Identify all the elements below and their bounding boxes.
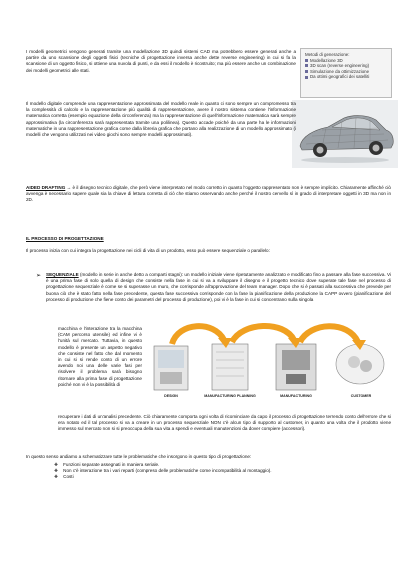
aided-drafting-label: AIDED DRAFTING xyxy=(26,185,66,190)
flow-arrow-3 xyxy=(300,326,358,342)
list-item: ❖ Funzioni separate assegnati in maniera seriale. xyxy=(54,462,160,467)
method-item: 3D scan (reverse engineering) xyxy=(305,63,387,69)
manufacturing-shape xyxy=(276,344,316,390)
generation-methods-title: Metodi di generazione: xyxy=(305,52,350,57)
sequential-label: SEQUENZIALE xyxy=(46,272,79,277)
method-item: Simulazione da ottimizzazione xyxy=(305,69,387,75)
sequential-flow-diagram xyxy=(148,318,396,410)
method-item: Modellazione 3D xyxy=(305,58,387,64)
sequential-continuation: recuperare i dati di un'analisi precedente. Ciò chiaramente comporta ogni volta di ricominciare da capo il processo di progettazione terrendo conto dell'errore che si era notato ed il tal processo si va a creare in un processo sequenziale NON c'è alcun tipo di supporto al customer, in quanto una volta che il prodotto viene immesso sul mercato non si si preoccupa della sua vita a spendi e eventuali manutenzioni da dover compiere (accessori). xyxy=(58,414,391,432)
flow-arrow-2 xyxy=(232,326,294,342)
aided-drafting-text: → è il disegno tecnico digitale, che però viene interpretato nel modo corretto in quanto l'oggetto rappresentato non è sempre implicito. Chiaramente affinché ciò avvenga è necessario sapere quale sia la chiave di lettura corretta di ciò che stiamo osservando anche perché il nostro cervello sì in grado di interpretare oggetti in 3D ma non in 2D. xyxy=(26,185,391,203)
sequential-paragraph xyxy=(46,272,391,303)
intro-paragraph: I modelli geometrici vengono generati tramite una modellazione 3D quindi sistemi CAD ma potrebbero essere generati anche a partire da uno scansione degli oggetti fisici (tecniche di progettazione inversa anche dette reverse engineering) in cui si fa la scansione di un oggetto fisico, si ottiene una nuvola di punti, e da essi il modello è ricostruito; ma più essere anche un combinazione dei modelli geometrici alle stati. xyxy=(26,49,296,73)
design-shape xyxy=(154,346,188,390)
diamond-bullet-icon: ❖ xyxy=(54,474,59,480)
aided-drafting-paragraph xyxy=(26,185,391,204)
problems-intro-paragraph: In questo senso andiamo a schematizzare tutte le problematiche che insorgono in questo tipo di progettazione: xyxy=(26,454,252,459)
list-item: ❖ Costi xyxy=(54,474,74,480)
planning-shape xyxy=(212,344,248,390)
sequential-side-text: macchina e l'interazione tra la macchina (CAM percorso utensile) ed infine vi è l'unità sul mercato. Tuttavia, in questo modello è presente un aspetto negativo che consiste nel fatto che dal momento in cui si si rende conto di un errore avendo noi una delle varie fasi per risolvere il problema sarà bisogno ritornare alla prima fase di progettazione poiché non vi è la possibilità di xyxy=(58,326,142,387)
generation-methods-box xyxy=(300,48,392,98)
approximation-paragraph: Il modello digitale comprende una rappresentazione approssimata del modello reale in quanto ci sono sempre un compromesso tra la complessità di calcolo e la rappresentazione più qualità di rappresentazione, avere il nostro sistema contiene l'informazione matematica corretta (esempio equazione della circonferenza) ma la rappresentazione di quell'informazione matematica sarà sempre approssimativa (la circonferenza sarà rappresentata tramite una polilinea). Questo accade poiché da una parte ha le informazioni matematiche in una rappresentazione grafica come dalla libreria grafica che portano alla realizzazione di un modello approssimato (i modelli che vengono utilizzati nei video giochi sono sempre modelli approssimati). xyxy=(26,101,296,138)
bullet-square-icon xyxy=(305,59,308,62)
arrow-bullet-icon: ➢ xyxy=(36,273,42,279)
sequential-text: (modello in serie in anche detto a comparti stagni): un modello iniziale viene ripetutamente analizzato e modificato fino a passare alla fase successiva. Vi è una prima fase di solo quella di design che consiste nella fase in cui si va a sviluppare il disegno e il progetto tecnico dove superate tale fase nel processo di progettazione sequenziale è come se si superasse un muro, che corrisponde all'approvazione del team manager. Dopo che si è passati alla successiva che prevede per buona ciò che è stato fatto nella fase precedente, questa fase successiva corrisponde con la fase la pianificazione della produzione la CAPP ovvero (pianificazione del processo di produzione che fiene conto dei parametri del processo di produzione), poi vi è la fase in cui si concentrano sulla singola xyxy=(46,272,391,302)
method-item: Da ottimi geografici dei satelliti xyxy=(305,74,387,80)
process-intro-paragraph: Il processo inizia con cui integra la progettazione nei cicli di vita di un prodotto, esso può essere sequenziale o parallelo: xyxy=(26,248,270,253)
problems-list xyxy=(54,462,384,481)
list-item: ❖ Non c'è interazione tra i vari reparti (compreso delle problematiche come incompatibilità al montaggio). xyxy=(54,468,272,474)
bullet-square-icon xyxy=(305,76,308,79)
bullet-square-icon xyxy=(305,64,308,67)
section-heading: IL PROCESSO DI PROGETTAZIONE xyxy=(26,236,104,241)
diamond-bullet-icon: ❖ xyxy=(54,462,59,467)
bullet-square-icon xyxy=(305,70,308,73)
design-label: DESIGN xyxy=(164,394,178,398)
car-model-image xyxy=(292,100,398,168)
manufacturing-label: MANUFACTURING xyxy=(280,394,312,398)
customer-label: CUSTOMER xyxy=(350,394,372,398)
flow-arrow-1 xyxy=(172,326,224,344)
planning-label: MANUFACTURING PLANNING xyxy=(204,394,256,398)
diamond-bullet-icon: ❖ xyxy=(54,468,59,474)
